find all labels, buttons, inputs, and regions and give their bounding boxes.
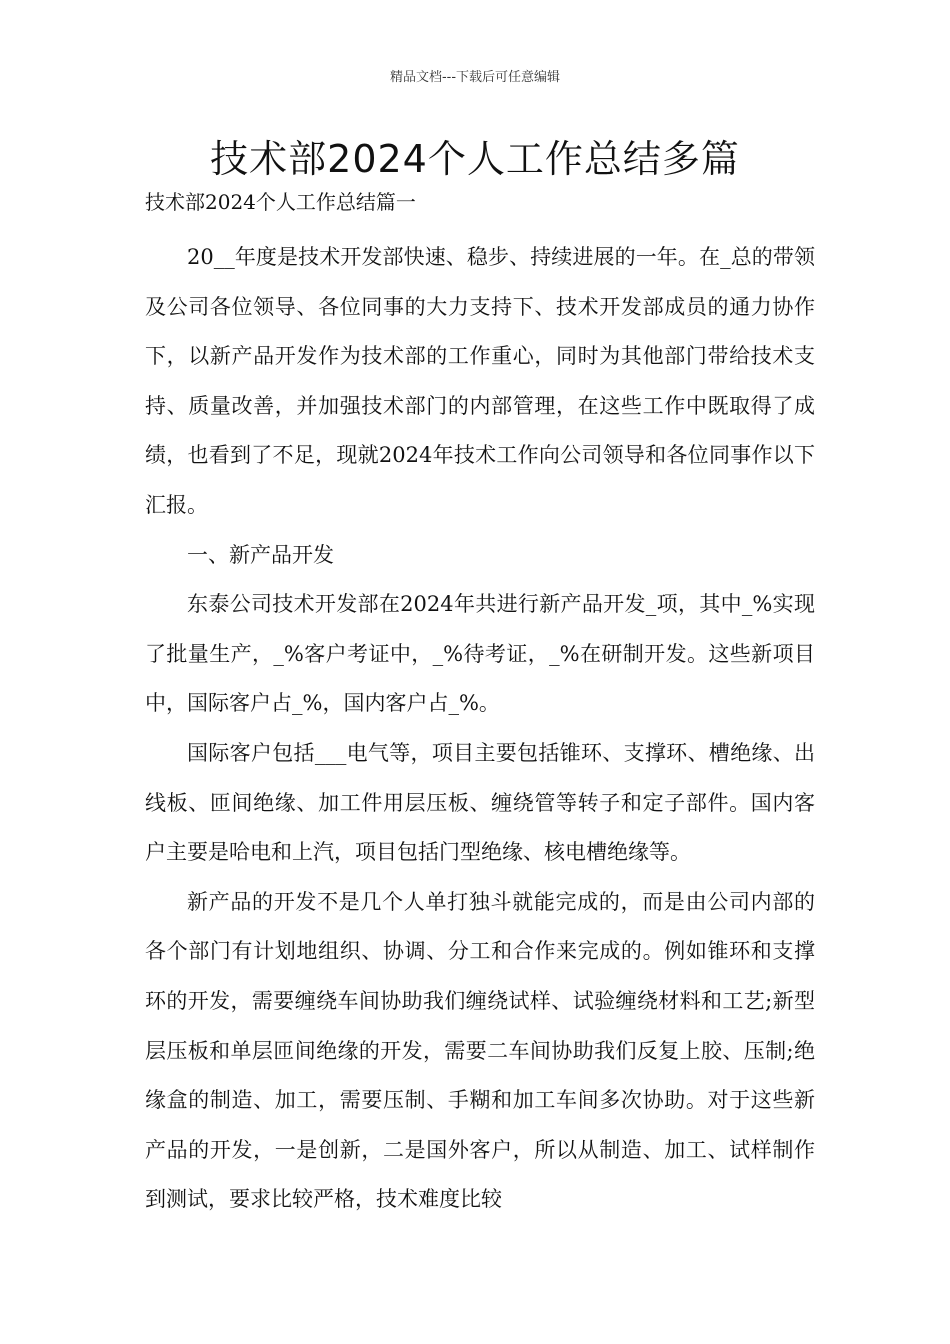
page-header: 精品文档---下载后可任意编辑 (389, 70, 561, 85)
paragraph-intro: 20__年度是技术开发部快速、稳步、持续进展的一年。在_总的带领及公司各位领导、各位同事的大力支持下、技术开发部成员的通力协作下，以新产品开发作为技术部的工作重心，同时为其他部门带给技术支持、质量改善，并加强技术部门的内部管理，在这些工作中既取得了成绩，也看到了不足，现就2024年技术工作向公司领导和各位同事作以下汇报。 (145, 245, 815, 517)
section-subtitle: 技术部2024个人工作总结篇一 (145, 190, 416, 214)
document-title: 技术部2024个人工作总结多篇 (210, 137, 740, 181)
section-heading-new-product: 一、新产品开发 (187, 542, 334, 567)
paragraph-customers: 国际客户包括___电气等，项目主要包括锥环、支撑环、槽绝缘、出线板、匝间绝缘、加工件用层压板、缠绕管等转子和定子部件。国内客户主要是哈电和上汽，项目包括门型绝缘、核电槽绝缘等。 (145, 740, 815, 865)
paragraph-collaboration: 新产品的开发不是几个人单打独斗就能完成的，而是由公司内部的各个部门有计划地组织、协调、分工和合作来完成的。例如锥环和支撑环的开发，需要缠绕车间协助我们缠绕试样、试验缠绕材料和工艺;新型层压板和单层匝间绝缘的开发，需要二车间协助我们反复上胶、压制;绝缘盒的制造、加工，需要压制、手糊和加工车间多次协助。对于这些新产品的开发，一是创新，二是国外客户，所以从制造、加工、试样制作到测试，要求比较严格，技术难度比较 (145, 889, 815, 1212)
document-body (145, 233, 815, 1225)
paragraph-new-products: 东泰公司技术开发部在2024年共进行新产品开发_项，其中_%实现了批量生产，_%客户考证中，_%待考证，_%在研制开发。这些新项目中，国际客户占_%，国内客户占_%。 (145, 592, 815, 716)
